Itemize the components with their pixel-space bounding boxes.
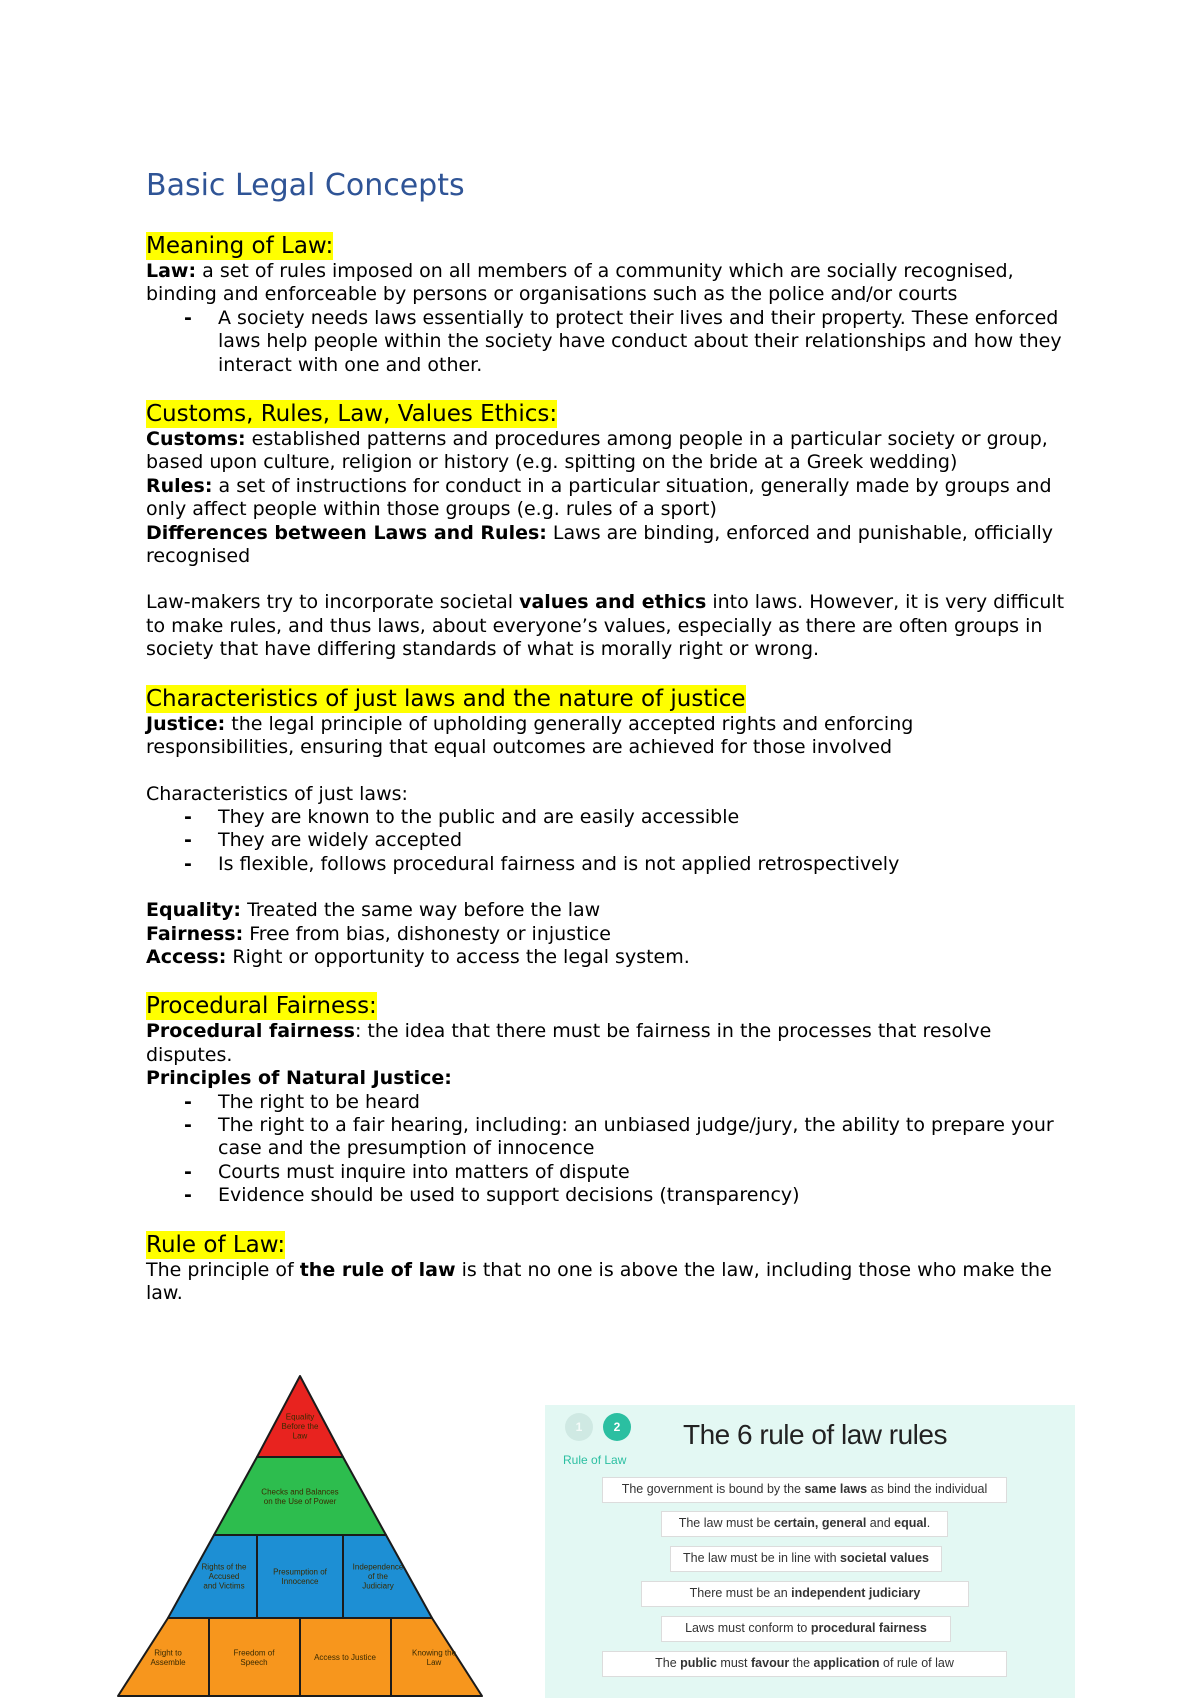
pyramid-label-top: Equality Before the Law — [281, 1412, 319, 1441]
rule-item — [670, 1546, 942, 1572]
rule-item-text: The law must be — [678, 1516, 774, 1530]
list-item: - They are widely accepted — [146, 829, 1066, 852]
list-item: - The right to be heard — [146, 1091, 1066, 1114]
rule-item-text: . — [926, 1516, 931, 1530]
rule-item-text: of rule of law — [879, 1656, 954, 1670]
rule-item-text: Laws must conform to — [685, 1621, 811, 1635]
rule-item-text: The government is bound by the — [621, 1482, 805, 1496]
rule-item-text: The law must be in line with — [683, 1551, 841, 1565]
pyramid-label-second: Checks and Balances on the Use of Power — [261, 1487, 339, 1506]
rule-item-emphasis: independent judiciary — [791, 1586, 921, 1600]
rule-item-emphasis: favour — [751, 1656, 790, 1670]
list-item: - Courts must inquire into matters of dispute — [146, 1161, 1066, 1184]
heading-customs: Customs, Rules, Law, Values Ethics: — [146, 401, 558, 428]
rule-item-text: and — [866, 1516, 895, 1530]
law-bullets — [146, 307, 1066, 377]
pyramid-label-third: Independence of the Judiciary — [352, 1562, 404, 1591]
differences-definition: Differences between Laws and Rules: Laws are binding, enforced and punishable, officially recognised — [146, 521, 1054, 568]
pyramid-label-bottom: Right to Assemble — [150, 1648, 186, 1667]
step-1-indicator[interactable]: 1 — [565, 1413, 593, 1441]
values-ethics-paragraph: Law-makers try to incorporate societal values and ethics into laws. However, it is very difficult to make rules, and thus laws, about everyone’s values, especially as there are often groups in society that have differing standards of what is morally right or wrong. — [146, 591, 1065, 661]
pyramid-label-bottom: Access to Justice — [314, 1653, 376, 1662]
rule-item-text: There must be an — [689, 1586, 792, 1600]
principles-list — [146, 1091, 1066, 1208]
rule-item-emphasis: same laws — [804, 1482, 868, 1496]
fairness-definition: Fairness: Free from bias, dishonesty or injustice — [146, 922, 611, 945]
rules-definition: Rules: a set of instructions for conduct in a particular situation, generally made by groups and only affect people within those groups (e.g. rules of a sport) — [146, 474, 1052, 521]
list-item: - A society needs laws essentially to protect their lives and their property. These enforced laws help people within the society have conduct about their relationships and how they interact with one and other. — [146, 307, 1066, 377]
rule-item-emphasis: societal values — [840, 1551, 929, 1565]
pyramid-label-bottom: Freedom of Speech — [233, 1648, 275, 1667]
characteristics-intro: Characteristics of just laws: — [146, 782, 408, 805]
rule-of-law-rules-panel — [545, 1405, 1075, 1698]
rule-item-text: the — [789, 1656, 814, 1670]
law-definition: Law: a set of rules imposed on all members of a community which are socially recognised, binding and enforceable by persons or organisations such as the police and/or courts — [146, 260, 1014, 306]
list-item: - The right to a fair hearing, including: an unbiased judge/jury, the ability to prepare your case and the presumption of innocence — [146, 1114, 1066, 1161]
justice-definition: Justice: the legal principle of upholding generally accepted rights and enforcing responsibilities, ensuring that equal outcomes are achieved for those involved — [146, 712, 914, 759]
rule-item — [602, 1651, 1007, 1677]
heading-meaning-of-law: Meaning of Law: — [146, 233, 334, 259]
rule-of-law-paragraph: The principle of the rule of law is that no one is above the law, including those who make the law. — [146, 1258, 1052, 1304]
characteristics-list — [146, 806, 1066, 876]
rule-item-emphasis: certain, general — [773, 1516, 867, 1530]
rule-item-emphasis: equal — [894, 1516, 927, 1530]
procedural-fairness-definition: Procedural fairness: the idea that there must be fairness in the processes that resolve disputes. — [146, 1020, 992, 1066]
document-title: Basic Legal Concepts — [146, 168, 465, 203]
customs-definition: Customs: established patterns and procedures among people in a particular society or group, based upon culture, religion or history (e.g. spitting on the bride at a Greek wedding) — [146, 428, 1048, 474]
rule-item — [641, 1581, 969, 1607]
panel-title: The 6 rule of law rules — [683, 1419, 947, 1450]
rule-item-text: The — [655, 1656, 681, 1670]
rule-of-law-pyramid — [114, 1374, 486, 1698]
list-item: - Is flexible, follows procedural fairness and is not applied retrospectively — [146, 853, 1066, 876]
document-body — [146, 232, 1066, 1305]
rule-item-text: must — [716, 1656, 751, 1670]
heading-just-laws: Characteristics of just laws and the nature of justice — [146, 685, 746, 712]
rule-item — [661, 1616, 951, 1642]
pyramid-label-bottom: Knowing the Law — [411, 1648, 457, 1667]
rule-item-emphasis: procedural fairness — [810, 1621, 927, 1635]
rule-item — [661, 1511, 948, 1537]
natural-justice-heading: Principles of Natural Justice: — [146, 1067, 452, 1090]
pyramid-label-third: Rights of the Accused and Victims — [201, 1562, 247, 1591]
heading-rule-of-law: Rule of Law: — [146, 1231, 286, 1258]
access-definition: Access: Right or opportunity to access the legal system. — [146, 945, 690, 968]
rule-item-text: as bind the individual — [867, 1482, 988, 1496]
rule-item — [602, 1477, 1007, 1503]
pyramid-label-third: Presumption of Innocence — [273, 1567, 327, 1586]
heading-procedural-fairness: Procedural Fairness: — [146, 993, 377, 1020]
step-2-indicator[interactable]: 2 — [603, 1413, 631, 1441]
rule-item-emphasis: application — [813, 1656, 880, 1670]
rule-item-emphasis: public — [680, 1656, 717, 1670]
panel-tab-label: Rule of Law — [563, 1453, 627, 1467]
equality-definition: Equality: Treated the same way before the law — [146, 899, 601, 922]
list-item: - They are known to the public and are easily accessible — [146, 806, 1066, 829]
list-item: - Evidence should be used to support decisions (transparency) — [146, 1184, 1066, 1207]
